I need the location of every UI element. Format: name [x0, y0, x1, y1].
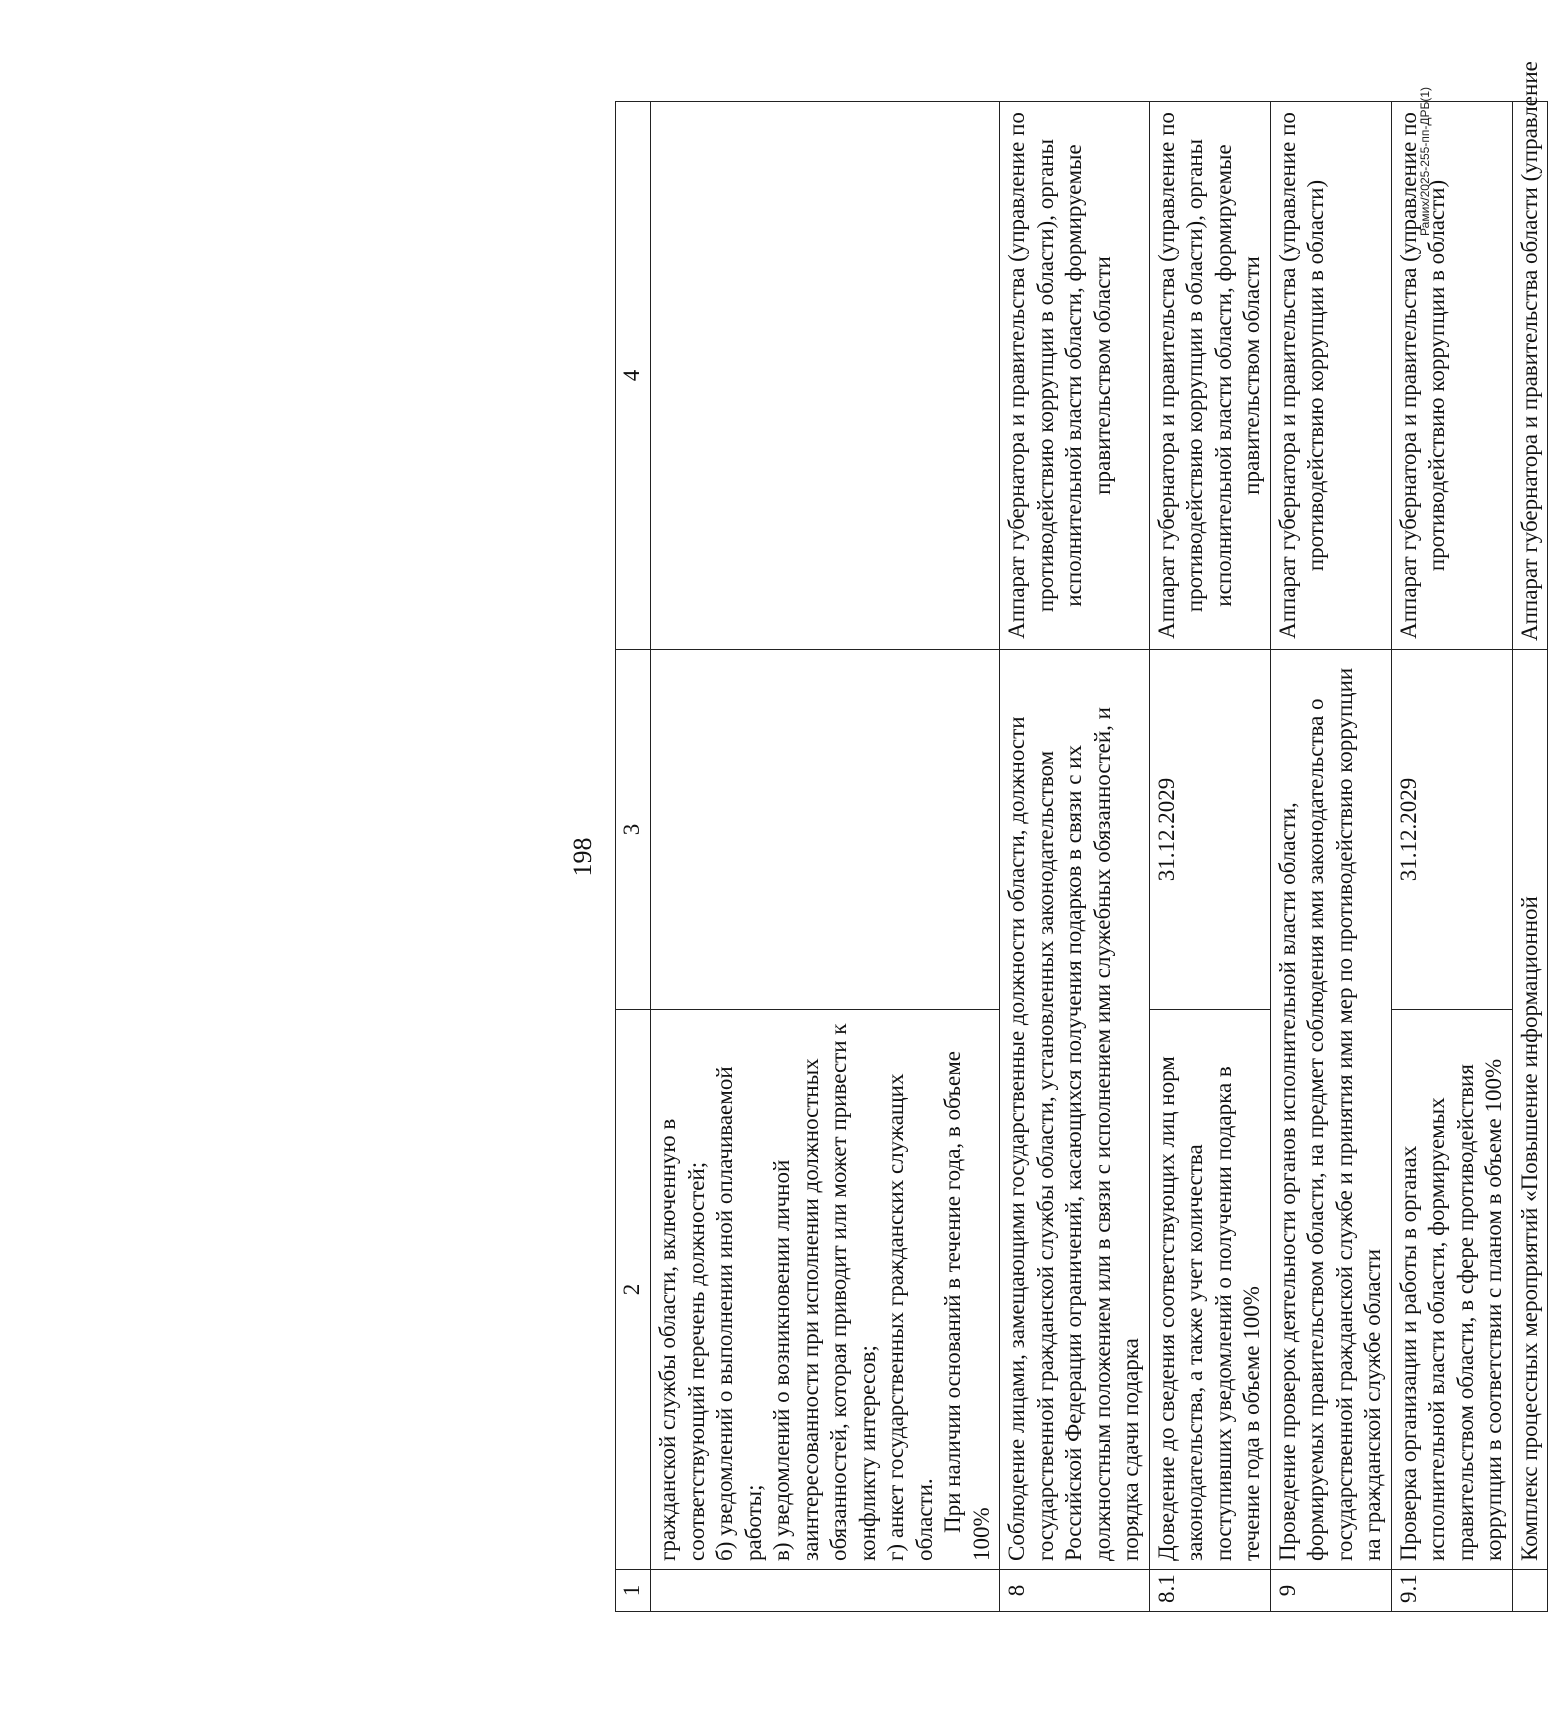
table-row-9-1	[1391, 102, 1512, 1612]
column-header-3: 3	[616, 650, 651, 1010]
row-number: 9	[1270, 1570, 1391, 1612]
table-row-8-1	[1149, 102, 1270, 1612]
table-row-cut-off	[1512, 102, 1548, 1612]
row-number-cell	[651, 1570, 1000, 1612]
responsible-executor: Аппарат губернатора и правительства (управление по противодействию коррупции в области)	[1391, 102, 1512, 650]
row-number: 8	[1000, 1570, 1150, 1612]
description-closing: При наличии оснований в течение года, в объеме 100%	[940, 1050, 994, 1561]
page-number: 198	[568, 837, 597, 877]
responsible-executor: Аппарат губернатора и правительства (управление по противодействию коррупции в области), органы исполнительной власти области, формируемые правительством области	[1149, 102, 1270, 650]
measure-description: Проверка организации и работы в органах исполнительной власти области, формируемых правительством области, в сфере противодействия коррупции в соответствии с планом в объеме 100%	[1391, 1010, 1512, 1570]
table-row-continuation	[651, 102, 1000, 1612]
row-number-cell	[1512, 1570, 1548, 1612]
description-line: г) анкет государственных гражданских служащих области.	[883, 1073, 937, 1561]
measure-description-cell	[651, 1010, 1000, 1570]
measure-description: Доведение до сведения соответствующих лиц норм законодательства, а также учет количества поступивших уведомлений о получении подарка в течение года в объеме 100%	[1149, 1010, 1270, 1570]
measure-description: Комплекс процессных мероприятий «Повышение информационной	[1512, 650, 1548, 1570]
deadline-cell	[651, 650, 1000, 1010]
deadline-date: 31.12.2029	[1149, 650, 1270, 1010]
document-footer-code: Рамих/2025-255-пп-ДРБ(1)	[1418, 87, 1432, 236]
table-header-row	[616, 102, 651, 1612]
row-number: 9.1	[1391, 1570, 1512, 1612]
description-line: гражданской службы области, включенную в соответствующий перечень должностей;	[655, 1118, 709, 1561]
deadline-date: 31.12.2029	[1391, 650, 1512, 1010]
document-sheet	[550, 57, 1542, 1657]
table-row-9	[1270, 102, 1391, 1612]
measure-description: Проведение проверок деятельности органов исполнительной власти области, формируемых правительством области, на предмет соблюдения ими законодательства о государственной гражданской службе и принятия ими мер по противодействию коррупции на гражданской службе области	[1270, 650, 1391, 1570]
column-header-2: 2	[616, 1010, 651, 1570]
responsible-cell	[651, 102, 1000, 650]
column-header-1: 1	[616, 1570, 651, 1612]
measure-description: Соблюдение лицами, замещающими государственные должности области, должности государственной гражданской службы области, установленных законодательством Российской Федерации ограничений, касающихся получения подарков в связи с их должностным положением или в связи с исполнением ими служебных обязанностей, и порядка сдачи подарка	[1000, 650, 1150, 1570]
table-row-8	[1000, 102, 1150, 1612]
responsible-executor: Аппарат губернатора и правительства (управление по противодействию коррупции в области), органы исполнительной власти области, формируемые правительством области	[1000, 102, 1150, 650]
row-number: 8.1	[1149, 1570, 1270, 1612]
measures-table	[615, 61, 1548, 1612]
column-header-4: 4	[616, 102, 651, 650]
responsible-executor: Аппарат губернатора и правительства области (управление	[1512, 102, 1548, 650]
description-line: б) уведомлений о выполнении иной оплачиваемой работы;	[712, 1066, 766, 1561]
description-line: в) уведомлений о возникновении личной заинтересованности при исполнении должностных обязанностей, которая приводит или может привести к конфликту интересов;	[769, 1023, 880, 1561]
responsible-executor: Аппарат губернатора и правительства (управление по противодействию коррупции в области)	[1270, 102, 1391, 650]
